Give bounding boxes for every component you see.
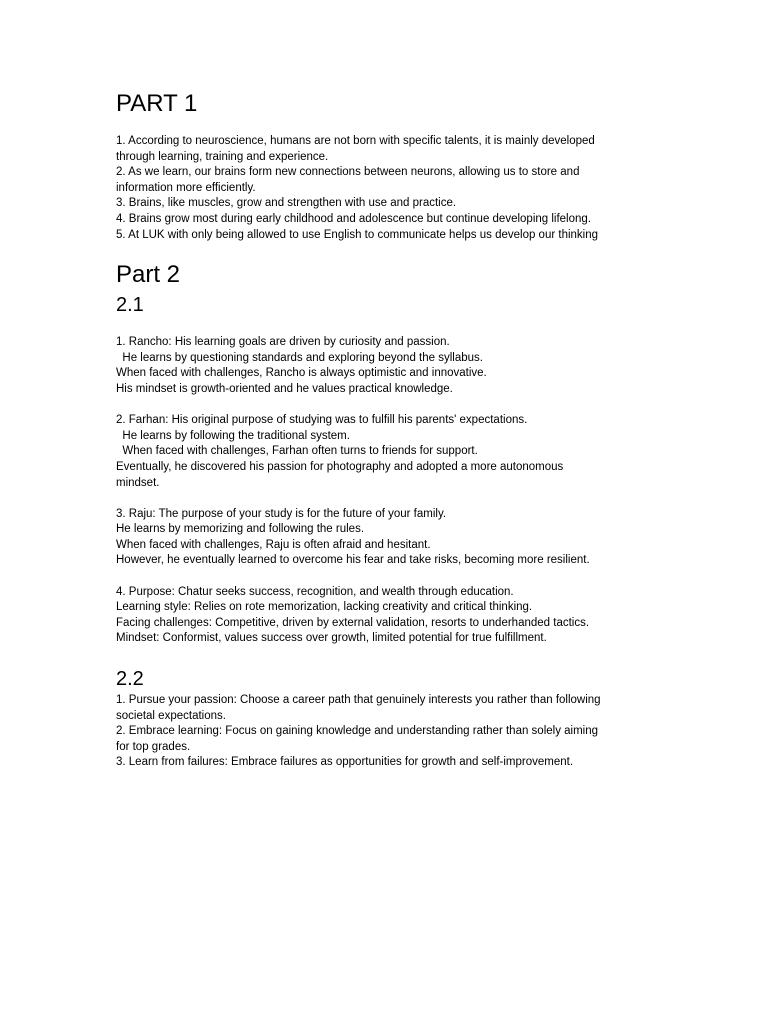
chatur-paragraph [116, 585, 676, 647]
paragraph-line: for top grades. [116, 740, 191, 753]
paragraph-line: When faced with challenges, Farhan often turns to friends for support. [116, 445, 478, 458]
farhan-paragraph [116, 413, 676, 491]
document-page [116, 88, 676, 771]
paragraph-line: However, he eventually learned to overcome his fear and take risks, becoming more resilient. [116, 554, 590, 567]
part1-line: 5. At LUK with only being allowed to use English to communicate helps us develop our thinking [116, 228, 599, 241]
part1-line: through learning, training and experience. [116, 150, 329, 163]
paragraph-gap [116, 569, 676, 585]
paragraph-line: Mindset: Conformist, values success over growth, limited potential for true fulfillment. [116, 632, 547, 645]
part2-heading: Part 2 [116, 261, 181, 289]
paragraph-line: He learns by following the traditional system. [116, 429, 350, 442]
paragraph-gap [116, 491, 676, 507]
paragraph-line: 4. Purpose: Chatur seeks success, recognition, and wealth through education. [116, 585, 514, 598]
section-2-2-heading: 2.2 [116, 668, 144, 691]
paragraph-line: 2. Farhan: His original purpose of studying was to fulfill his parents' expectations. [116, 414, 528, 427]
part1-heading: PART 1 [116, 90, 198, 117]
paragraph-line: mindset. [116, 476, 160, 489]
paragraph-line: When faced with challenges, Raju is often afraid and hesitant. [116, 538, 431, 551]
paragraph-line: 1. Pursue your passion: Choose a career path that genuinely interests you rather than following [116, 694, 601, 707]
part1-line: 1. According to neuroscience, humans are not born with specific talents, it is mainly developed [116, 135, 595, 147]
part1-line: information more efficiently. [116, 181, 256, 194]
section-2-1-heading: 2.1 [116, 294, 144, 317]
paragraph-line: 2. Embrace learning: Focus on gaining knowledge and understanding rather than solely aiming [116, 725, 599, 738]
paragraph-line: He learns by memorizing and following the rules. [116, 523, 365, 536]
paragraph-line: 3. Raju: The purpose of your study is for the future of your family. [116, 507, 447, 520]
paragraph-line: 1. Rancho: His learning goals are driven by curiosity and passion. [116, 336, 450, 349]
paragraph-line: 3. Learn from failures: Embrace failures as opportunities for growth and self-improvement. [116, 756, 574, 769]
paragraph-line: His mindset is growth-oriented and he values practical knowledge. [116, 382, 453, 395]
section-2-2-body [116, 693, 676, 771]
raju-paragraph [116, 507, 676, 569]
part1-body [116, 134, 676, 243]
paragraph-line: Learning style: Relies on rote memorization, lacking creativity and critical thinking. [116, 601, 533, 614]
part1-line: 3. Brains, like muscles, grow and strengthen with use and practice. [116, 197, 457, 210]
rancho-paragraph [116, 335, 676, 397]
paragraph-line: He learns by questioning standards and exploring beyond the syllabus. [116, 351, 483, 364]
paragraph-line: Eventually, he discovered his passion for photography and adopted a more autonomous [116, 460, 564, 473]
paragraph-line: Facing challenges: Competitive, driven by external validation, resorts to underhanded tactics. [116, 616, 590, 629]
part1-line: 2. As we learn, our brains form new connections between neurons, allowing us to store and [116, 166, 580, 179]
paragraph-line: societal expectations. [116, 709, 226, 722]
part1-line: 4. Brains grow most during early childhood and adolescence but continue developing lifelong. [116, 212, 591, 225]
paragraph-line: When faced with challenges, Rancho is always optimistic and innovative. [116, 367, 487, 380]
paragraph-gap [116, 398, 676, 414]
